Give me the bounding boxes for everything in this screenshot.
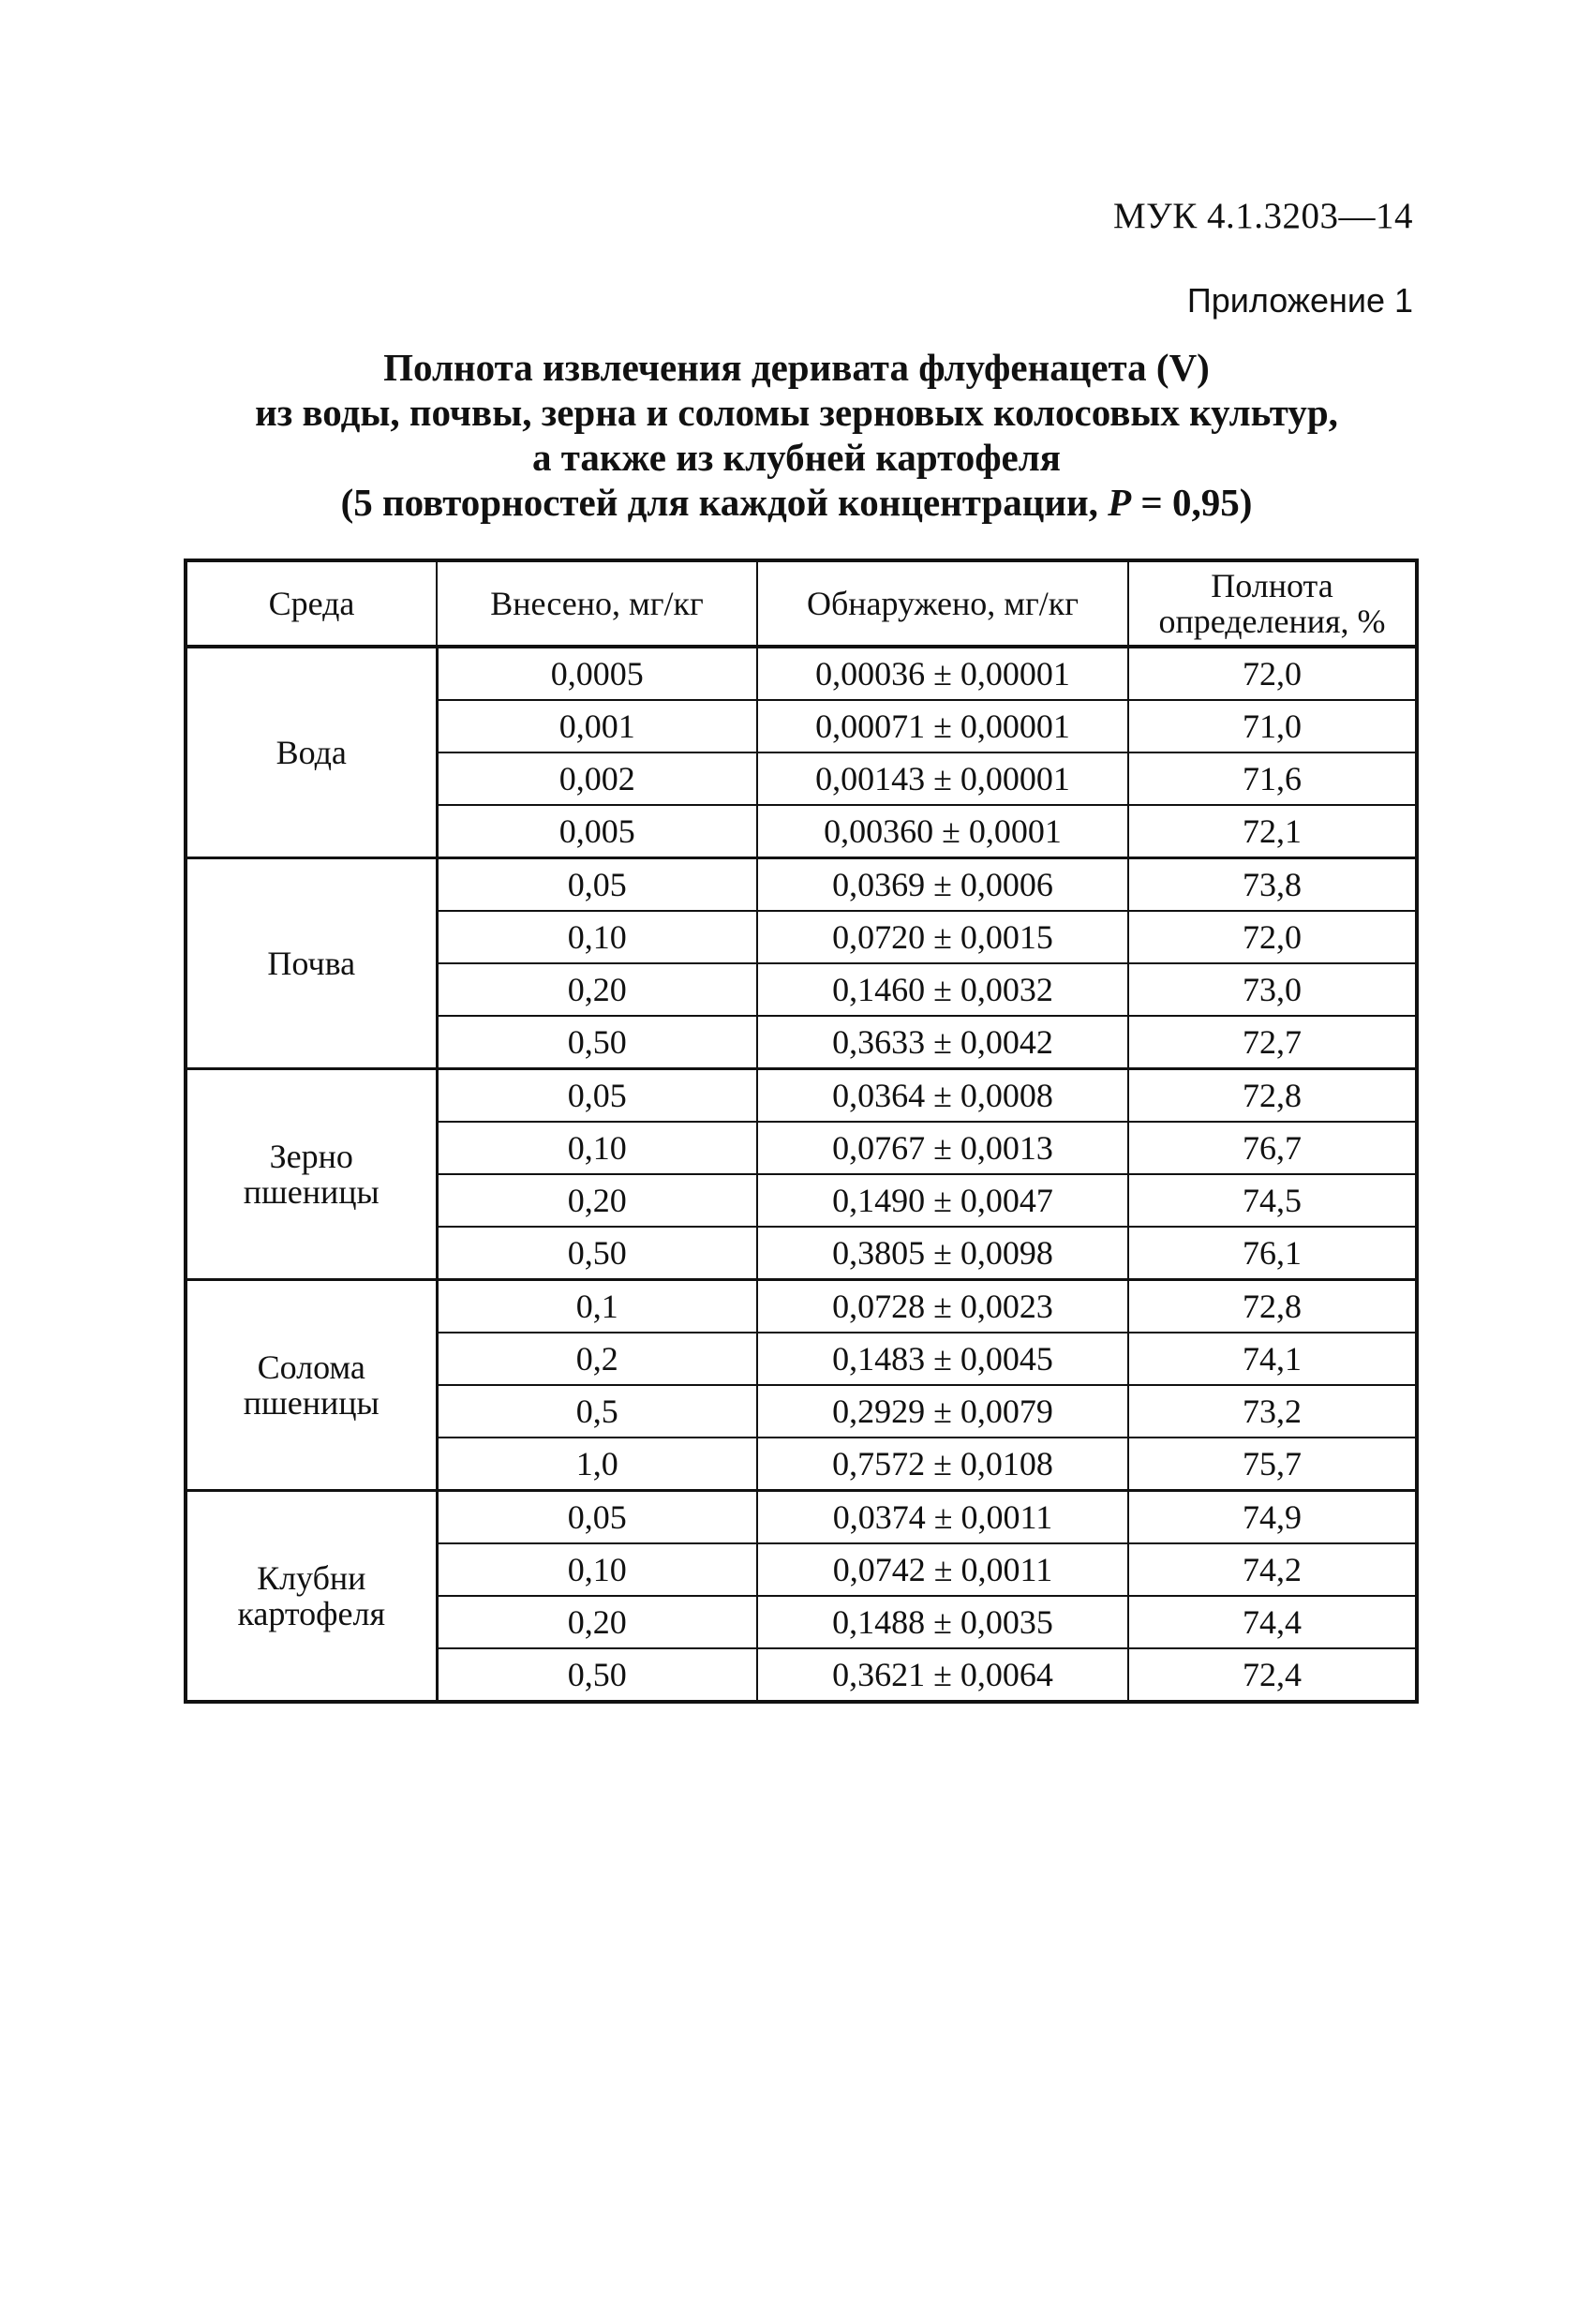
medium-name-line-2: пшеницы xyxy=(243,1173,380,1211)
medium-name-line-1: Клубни xyxy=(257,1559,366,1597)
medium-name-line-1: Вода xyxy=(275,734,347,771)
medium-cell xyxy=(186,647,437,858)
medium-cell xyxy=(186,858,437,1069)
table-body xyxy=(186,647,1417,1702)
found-cell: 0,0720 ± 0,0015 xyxy=(757,911,1128,963)
added-cell: 0,10 xyxy=(437,911,757,963)
header-added: Внесено, мг/кг xyxy=(437,560,757,647)
medium-cell xyxy=(186,1491,437,1703)
header-found: Обнаружено, мг/кг xyxy=(757,560,1128,647)
found-cell: 0,0767 ± 0,0013 xyxy=(757,1122,1128,1174)
table-title xyxy=(0,345,1593,525)
found-cell: 0,3621 ± 0,0064 xyxy=(757,1648,1128,1702)
added-cell: 0,50 xyxy=(437,1227,757,1280)
found-cell: 0,0728 ± 0,0023 xyxy=(757,1280,1128,1333)
found-cell: 0,7572 ± 0,0108 xyxy=(757,1438,1128,1491)
recovery-cell: 71,6 xyxy=(1128,752,1417,805)
title-probability-variable: P xyxy=(1108,481,1132,524)
found-cell: 0,0369 ± 0,0006 xyxy=(757,858,1128,912)
found-cell: 0,00143 ± 0,00001 xyxy=(757,752,1128,805)
added-cell: 0,20 xyxy=(437,1174,757,1227)
medium-cell xyxy=(186,1069,437,1280)
header-recovery-line-1: Полнота xyxy=(1211,567,1333,604)
appendix-label: Приложение 1 xyxy=(1186,281,1413,320)
recovery-cell: 72,8 xyxy=(1128,1280,1417,1333)
recovery-cell: 76,1 xyxy=(1128,1227,1417,1280)
recovery-cell: 74,4 xyxy=(1128,1596,1417,1648)
table-row xyxy=(186,1069,1417,1123)
added-cell: 1,0 xyxy=(437,1438,757,1491)
document-code: МУК 4.1.3203—14 xyxy=(1112,196,1413,236)
header-recovery-line-2: определения, % xyxy=(1158,603,1386,640)
table-row xyxy=(186,1491,1417,1544)
recovery-cell: 75,7 xyxy=(1128,1438,1417,1491)
recovery-cell: 74,2 xyxy=(1128,1543,1417,1596)
added-cell: 0,5 xyxy=(437,1385,757,1438)
found-cell: 0,0364 ± 0,0008 xyxy=(757,1069,1128,1123)
recovery-cell: 76,7 xyxy=(1128,1122,1417,1174)
medium-name-line-1: Почва xyxy=(267,945,356,982)
added-cell: 0,20 xyxy=(437,963,757,1016)
found-cell: 0,1490 ± 0,0047 xyxy=(757,1174,1128,1227)
title-line-2: из воды, почвы, зерна и соломы зерновых колосовых культур, xyxy=(255,391,1338,434)
recovery-cell: 72,4 xyxy=(1128,1648,1417,1702)
found-cell: 0,00036 ± 0,00001 xyxy=(757,647,1128,700)
added-cell: 0,20 xyxy=(437,1596,757,1648)
header-recovery xyxy=(1128,560,1417,647)
added-cell: 0,50 xyxy=(437,1648,757,1702)
added-cell: 0,1 xyxy=(437,1280,757,1333)
added-cell: 0,002 xyxy=(437,752,757,805)
found-cell: 0,0742 ± 0,0011 xyxy=(757,1543,1128,1596)
recovery-table xyxy=(184,559,1419,1704)
recovery-cell: 74,9 xyxy=(1128,1491,1417,1544)
found-cell: 0,1483 ± 0,0045 xyxy=(757,1333,1128,1385)
title-line-3: а также из клубней картофеля xyxy=(532,436,1061,479)
found-cell: 0,00360 ± 0,0001 xyxy=(757,805,1128,858)
added-cell: 0,05 xyxy=(437,1491,757,1544)
table-row xyxy=(186,647,1417,700)
recovery-cell: 72,0 xyxy=(1128,647,1417,700)
table-row xyxy=(186,858,1417,912)
medium-name-line-2: пшеницы xyxy=(243,1384,380,1422)
recovery-cell: 74,5 xyxy=(1128,1174,1417,1227)
added-cell: 0,2 xyxy=(437,1333,757,1385)
medium-name-line-2: картофеля xyxy=(237,1595,386,1632)
medium-cell xyxy=(186,1280,437,1491)
recovery-cell: 72,8 xyxy=(1128,1069,1417,1123)
recovery-cell: 73,8 xyxy=(1128,858,1417,912)
added-cell: 0,05 xyxy=(437,1069,757,1123)
title-line-1: Полнота извлечения деривата флуфенацета (V) xyxy=(383,346,1210,389)
recovery-cell: 72,7 xyxy=(1128,1016,1417,1069)
medium-name-line-1: Солома xyxy=(257,1348,365,1386)
recovery-cell: 73,2 xyxy=(1128,1385,1417,1438)
added-cell: 0,0005 xyxy=(437,647,757,700)
added-cell: 0,10 xyxy=(437,1543,757,1596)
title-line-4 xyxy=(0,480,1593,525)
title-line-4-prefix: (5 повторностей для каждой концентрации, xyxy=(340,481,1109,524)
added-cell: 0,001 xyxy=(437,700,757,752)
added-cell: 0,005 xyxy=(437,805,757,858)
added-cell: 0,05 xyxy=(437,858,757,912)
found-cell: 0,00071 ± 0,00001 xyxy=(757,700,1128,752)
found-cell: 0,3633 ± 0,0042 xyxy=(757,1016,1128,1069)
medium-name-line-1: Зерно xyxy=(269,1138,353,1175)
header-medium: Среда xyxy=(186,560,437,647)
added-cell: 0,10 xyxy=(437,1122,757,1174)
recovery-cell: 72,1 xyxy=(1128,805,1417,858)
found-cell: 0,1460 ± 0,0032 xyxy=(757,963,1128,1016)
table-header-row xyxy=(186,560,1417,647)
added-cell: 0,50 xyxy=(437,1016,757,1069)
found-cell: 0,0374 ± 0,0011 xyxy=(757,1491,1128,1544)
title-line-4-suffix: = 0,95) xyxy=(1131,481,1253,524)
recovery-cell: 72,0 xyxy=(1128,911,1417,963)
recovery-cell: 73,0 xyxy=(1128,963,1417,1016)
recovery-cell: 71,0 xyxy=(1128,700,1417,752)
found-cell: 0,1488 ± 0,0035 xyxy=(757,1596,1128,1648)
table-row xyxy=(186,1280,1417,1333)
found-cell: 0,3805 ± 0,0098 xyxy=(757,1227,1128,1280)
recovery-cell: 74,1 xyxy=(1128,1333,1417,1385)
found-cell: 0,2929 ± 0,0079 xyxy=(757,1385,1128,1438)
